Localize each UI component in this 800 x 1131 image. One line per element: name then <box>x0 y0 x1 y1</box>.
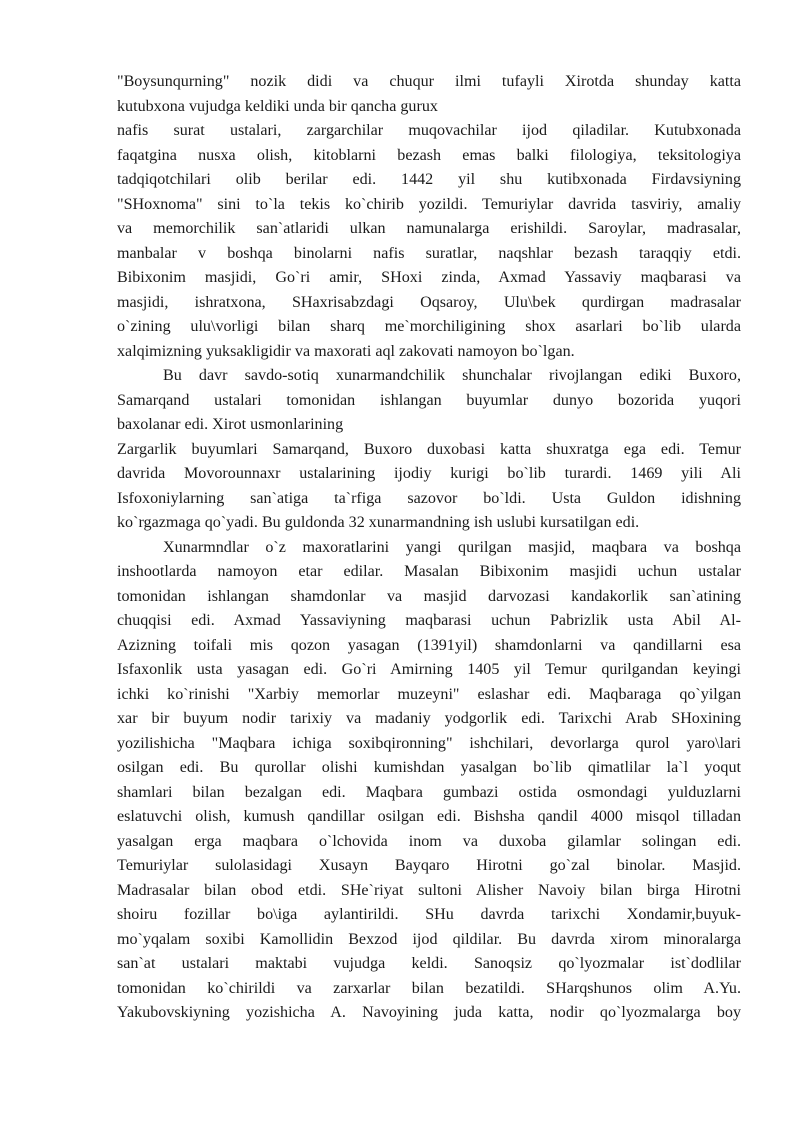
text-line: "Boysunqurning" nozik didi va chuqur ilmi tufayli Xirotda shunday katta <box>117 73 741 90</box>
text-line: kutubxona vujudga keldiki unda bir qancha gurux <box>117 97 438 115</box>
text-line: shoiru fozillar bo\iga aylantirildi. SHu davrda tarixchi Xondamir,buyuk- <box>117 906 741 923</box>
text-line: ichki ko`rinishi "Xarbiy memorlar muzeyni" eslashar edi. Maqbaraga qo`yilgan <box>117 685 741 703</box>
text-line: mo`yqalam soxibi Kamollidin Bexzod ijod qildilar. Bu davrda xirom minoralarga <box>117 930 741 948</box>
text-line: Isfoxoniylarning san`atiga ta`rfiga sazovor bo`ldi. Usta Guldon idishning <box>117 489 741 507</box>
text-line: shamlari bilan bezalgan edi. Maqbara gumbazi ostida osmondagi yulduzlarni <box>117 783 741 801</box>
text-line: yozilishicha "Maqbara ichiga soxibqironning" ishchilari, devorlarga qurol yaro\lari <box>117 734 741 752</box>
text-line: va memorchilik san`atlaridi ulkan namunalarga erishildi. Saroylar, madrasalar, <box>117 220 741 237</box>
text-line: nafis surat ustalari, zargarchilar muqovachilar ijod qiladilar. Kutubxonada <box>117 122 741 139</box>
text-line: san`at ustalari maktabi vujudga keldi. Sanoqsiz qo`lyozmalar ist`dodlilar <box>117 955 741 972</box>
text-line: osilgan edi. Bu qurollar olishi kumishdan yasalgan bo`lib qimatlilar la`l yoqut <box>117 759 741 776</box>
text-line: Bu davr savdo-sotiq xunarmandchilik shunchalar rivojlangan ediki Buxoro, <box>163 367 741 384</box>
text-line: ko`rgazmaga qo`yadi. Bu guldonda 32 xunarmandning ish uslubi kursatilgan edi. <box>117 514 640 531</box>
text-line: Isfaxonlik usta yasagan edi. Go`ri Amirning 1405 yil Temur qurilgandan keyingi <box>117 661 741 678</box>
text-line: Zargarlik buyumlari Samarqand, Buxoro duxobasi katta shuxratga ega edi. Temur <box>117 440 741 458</box>
text-line: Madrasalar bilan obod etdi. SHe`riyat sultoni Alisher Navoiy bilan birga Hirotni <box>117 881 741 899</box>
text-line: davrida Movorounnaxr ustalarining ijodiy kurigi bo`lib turardi. 1469 yili Ali <box>117 465 741 482</box>
text-line: Xunarmndlar o`z maxoratlarini yangi qurilgan masjid, maqbara va boshqa <box>163 538 741 556</box>
text-line: manbalar v boshqa binolarni nafis suratlar, naqshlar bezash taraqqiy etdi. <box>117 244 741 262</box>
text-line: xar bir buyum nodir tarixiy va madaniy yodgorlik edi. Tarixchi Arab SHoxining <box>117 710 741 727</box>
text-line: inshootlarda namoyon etar edilar. Masalan Bibixonim masjidi uchun ustalar <box>117 563 741 580</box>
text-line: Temuriylar sulolasidagi Xusayn Bayqaro Hirotni go`zal binolar. Masjid. <box>117 857 741 874</box>
text-line: Azizning toifali mis qozon yasagan (1391yil) shamdonlarni va qandillarni esa <box>117 636 741 654</box>
text-line: "SHoxnoma" sini to`la tekis ko`chirib yozildi. Temuriylar davrida tasviriy, amaliy <box>117 195 741 213</box>
text-line: tadqiqotchilari olib berilar edi. 1442 yil shu kutibxonada Firdavsiyning <box>117 171 741 188</box>
text-line: eslatuvchi olish, kumush qandillar osilgan edi. Bishsha qandil 4000 misqol tilladan <box>117 808 741 825</box>
text-line: chuqqisi edi. Axmad Yassaviyning maqbarasi uchun Pabrizlik usta Abil Al- <box>117 612 741 629</box>
document-page <box>117 70 741 1026</box>
text-line: Bibixonim masjidi, Go`ri amir, SHoxi zinda, Axmad Yassaviy maqbarasi va <box>117 269 741 286</box>
text-line: tomonidan ko`chirildi va zarxarlar bilan bezatildi. SHarqshunos olim A.Yu. <box>117 979 741 997</box>
text-line: Yakubovskiyning yozishicha A. Navoyining juda katta, nodir qo`lyozmalarga boy <box>117 1004 741 1021</box>
text-line: o`zining ulu\vorligi bilan sharq me`morchiligining shox asarlari bo`lib ularda <box>117 318 741 335</box>
text-line: masjidi, ishratxona, SHaxrisabzdagi Oqsaroy, Ulu\bek qurdirgan madrasalar <box>117 293 741 311</box>
text-line: faqatgina nusxa olish, kitoblarni bezash emas balki filologiya, teksitologiya <box>117 146 741 164</box>
text-line: baxolanar edi. Xirot usmonlarining <box>117 416 344 433</box>
text-line: yasalgan erga maqbara o`lchovida inom va duxoba gilamlar solingan edi. <box>117 832 741 850</box>
text-line: tomonidan ishlangan shamdonlar va masjid darvozasi kandakorlik san`atining <box>117 587 741 605</box>
text-line: xalqimizning yuksakligidir va maxorati aql zakovati namoyon bo`lgan. <box>117 342 575 360</box>
text-line: Samarqand ustalari tomonidan ishlangan buyumlar dunyo bozorida yuqori <box>117 391 741 409</box>
